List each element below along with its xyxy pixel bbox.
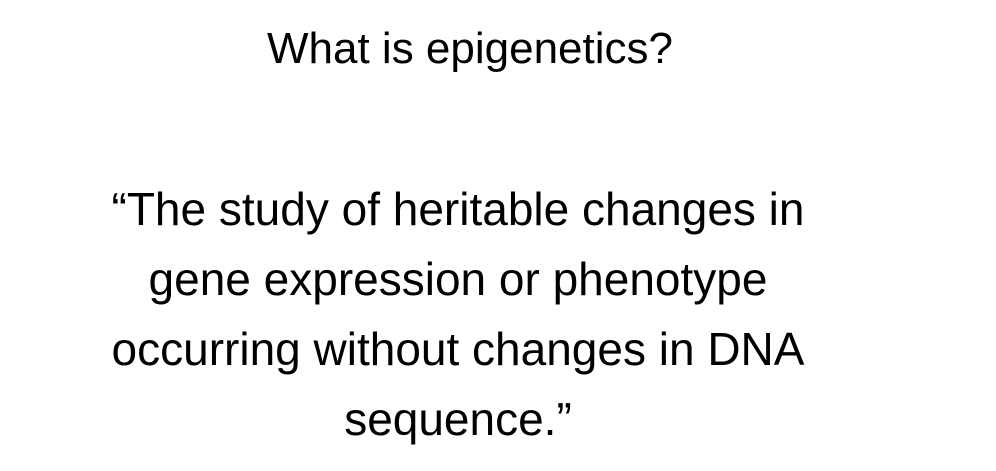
quote-line-2: gene expression or phenotype <box>148 253 768 305</box>
slide-title: What is epigenetics? <box>267 24 673 73</box>
quote-line-4: sequence.” <box>344 393 572 445</box>
quote-line-3: occurring without changes in DNA <box>111 323 805 375</box>
quote-line-1: “The study of heritable changes in <box>111 183 805 235</box>
definition-quote <box>10 174 906 454</box>
